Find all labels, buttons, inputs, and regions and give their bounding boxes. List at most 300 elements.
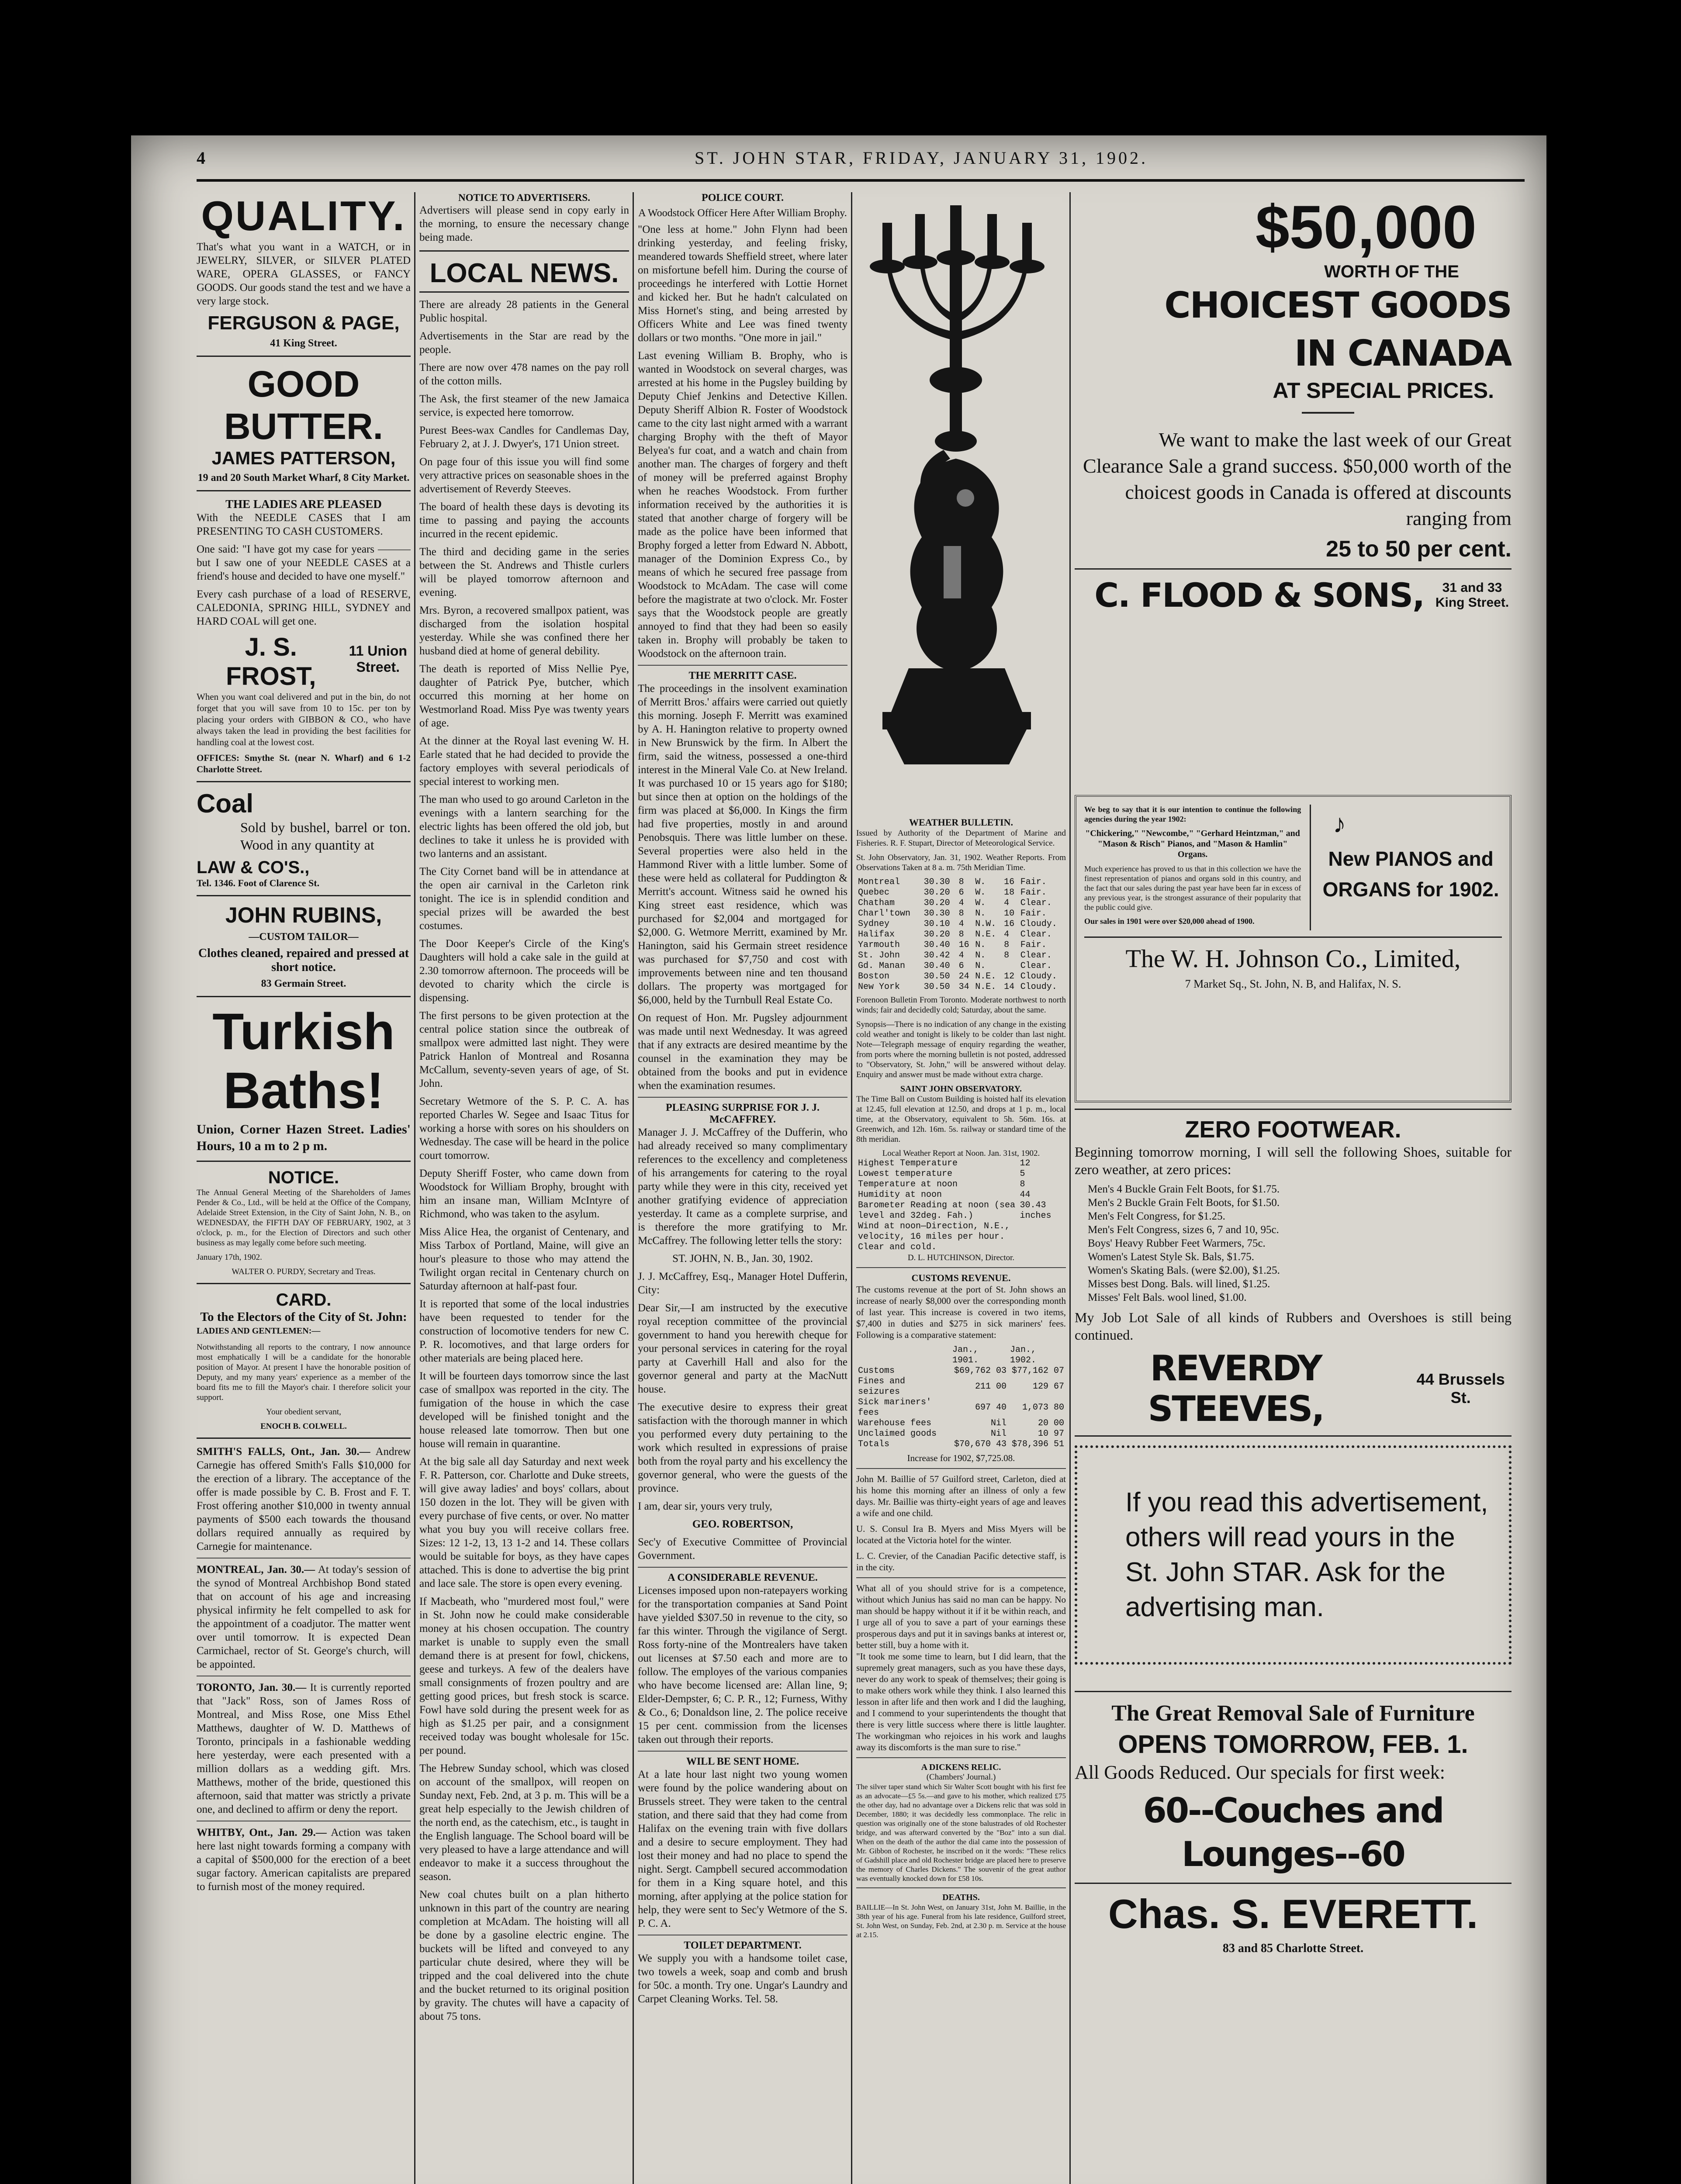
customs-cell: Nil [990,1418,1007,1428]
card-head: CARD. [276,1290,332,1310]
divider [856,1757,1066,1758]
weather-synopsis: Synopsis—There is no indication of any change in the existing cold weather and tonight is likely to be colder than last night. Note—Telegraph message of enquiry regarding the weather, from ports where the morning bulletin is not posted, addressed to "Observatory, St. John," will be answered without delay. Enquiry and answer must be made without extra charge. [856,1020,1066,1079]
masthead [197,148,1525,174]
revenue-body: Licenses imposed upon non-ratepayers working for the transportation companies at Sand Point have yielded $307.50 in revenue to the city, so far this winter. Through the vigilance of Sergt. Ross forty-nine of the Montrealers have taken out licenses at $7.50 each and more are to follow. The employes of the various companies who have become licensed are: Allan line, 9; Elder-Dempster, 6; C. P. R., 12; Furness, Withy & Co., 6; Donaldson line, 2. The police receive 15 per cent. commission from the licenses taken out through their reports. [638,1585,847,1745]
ad-rubins-addr: 83 Germain Street. [261,978,346,989]
local-news-item: New coal chutes built on a plan hitherto unknown in this part of the country are nearing completion at McAdam. The hoisting will all be done by a gasoline electric engine. The buckets will be lifted and conveyed to any particular chute desired, where they will be tripped and the coal delivered into the chute and the bucket returned to its original position by gravity. The chutes will have a capacity of about 75 tons. [419,1889,629,2022]
customs-cell: Warehouse fees [858,1418,932,1428]
ad-furniture-firm: Chas. S. EVERETT. [1108,1891,1478,1937]
ad-rubins-role: —CUSTOM TAILOR— [249,931,359,943]
weather-cell: 16 [1004,877,1015,887]
ad-ladies-body: One said: "I have got my case for years ——— but I saw one of your NEEDLE CASES at a friend's house and decided to have one myself." [197,543,411,582]
notice-advertisers-body: Advertisers will please send in copy early in the morning, to ensure the necessary change being made. [419,204,629,243]
weather-cell: 30.20 [924,930,950,940]
divider [638,1567,847,1568]
weather-cell: Quebec [858,888,890,898]
weather-cell: Montreal [858,877,900,887]
customs-cell: 10 97 [1038,1429,1064,1439]
customs-body: The customs revenue at the port of St. John shows an increase of nearly $8,000 over the corresponding month of last year. This increase is covered in two items, $7,400 in duties and $275 in sick mariners' fees. Following is a comparative statement: [856,1284,1066,1340]
divider [197,490,411,491]
weather-cell: N. [975,950,986,961]
toilet-head: TOILET DEPARTMENT. [684,1940,802,1951]
local-weather-cell: 8 [1020,1179,1025,1189]
weather-row [856,877,1066,888]
local-weather-cell: Humidity at noon [858,1190,942,1200]
ad-baths-head-2: Baths! [223,1062,384,1120]
divider [1075,568,1512,570]
ad-flood-body: We want to make the last week of our Great Clearance Sale a grand success. $50,000 worth of the choicest goods in Canada is offered at discounts ranging from [1083,429,1512,529]
personal-item: John M. Baillie of 57 Guilford street, Carleton, died at his home this morning after an illness of only a few days. Mr. Baillie was thirty-eight years of age and leaves a wife and one child. [856,1474,1066,1518]
local-news-item: It is reported that some of the local industries have been requested to tender for the construction of locomotive tenders for new C. P. R. locomotives, and that large orders for other materials are being placed here. [419,1298,629,1364]
shoe-item: Men's 2 Buckle Grain Felt Boots, for $1.50. [1088,1197,1280,1209]
local-weather-cell: Clear and cold. [858,1242,937,1252]
card-body: Notwithstanding all reports to the contrary, I now announce most emphatically I will be a candidate for the honorable position of Mayor. At present I have the honorable position of Deputy, and my many years' experience as a member of the board fits me to fill the Mayor's chair. I therefore solicit your support. [197,1343,411,1402]
local-weather-cell: 12 [1020,1158,1031,1168]
customs-header-cell: Jan., 1902. [1010,1345,1036,1365]
ad-butter-head: GOOD BUTTER. [224,363,383,447]
merritt-para: On request of Hon. Mr. Pugsley adjournment was made until next Wednesday. It was agreed that if any extracts are desired meantime by the counsel in the examination they may be obtained from the books and put in evidence when the examination resumes. [638,1012,847,1092]
ad-footwear-intro: Beginning tomorrow morning, I will sell the following Shoes, suitable for zero weather, at zero prices: [1075,1144,1512,1177]
local-weather-head: Local Weather Report at Noon. Jan. 31st, 1902. [882,1149,1040,1158]
local-weather-table [856,1158,1066,1253]
column-2 [419,192,629,2184]
letter-date: ST. JOHN, N. B., Jan. 30, 1902. [672,1253,813,1265]
weather-cell: N. [975,940,986,950]
local-weather-row [856,1179,1066,1190]
relic-head: A DICKENS RELIC. [921,1762,1001,1772]
column-5 [1075,192,1512,2184]
ad-flood-firm: C. FLOOD & SONS, [1094,576,1424,615]
divider [1075,1435,1512,1437]
weather-cell: 10 [1004,909,1015,919]
weather-cell: W. [975,877,986,887]
divider [197,895,411,896]
weather-cell: Fair. [1020,877,1047,887]
weather-row [856,888,1066,898]
local-news-item: Purest Bees-wax Candles for Candlemas Day, February 2, at J. J. Dwyer's, 171 Union street. [419,425,629,450]
ad-johnson-addr: 7 Market Sq., St. John, N. B, and Halifax, N. S. [1185,978,1401,990]
weather-cell: 6 [958,888,964,898]
column-rule [633,192,634,2184]
weather-cell: 8 [958,877,964,887]
customs-header-cell [856,1345,951,1366]
ad-furniture-body: All Goods Reduced. Our specials for first week: [1075,1762,1446,1783]
divider [1075,1109,1512,1110]
news-dateline: SMITH'S FALLS, Ont., Jan. 30.— [197,1446,370,1458]
ad-footwear-list [1075,1182,1512,1304]
weather-cell: Sydney [858,919,890,929]
weather-cell: 30.10 [924,919,950,929]
customs-cell: Customs [858,1366,895,1376]
divider [638,665,847,666]
customs-cell: Fines and seizures [858,1376,906,1397]
local-weather-row [856,1169,1066,1179]
relic-source: (Chambers' Journal.) [926,1773,996,1782]
weather-cell: 30.30 [924,877,950,887]
customs-cell: $69,762 03 [954,1366,1007,1376]
weather-row [856,940,1066,950]
ad-flood-range: 25 to 50 per cent. [1326,536,1512,562]
local-news-item: If Macbeath, who "murdered most foul," were in St. John now he could make considerable money at his chosen occupation. The country market is unable to supply even the small demand there is at present for fowl, chickens, geese and turkeys. A few of the dealers have small consignments of frozen poultry and are getting good prices, but fresh stock is scarce. Fowl have sold during the present week for as high as $1.25 per pair, and a consignment received today was bought wholesale for 15c. per pound. [419,1596,629,1756]
letter-body: Dear Sir,—I am instructed by the executive royal reception committee of the provincial government to hand you herewith cheque for your personal services in catering for the royal party at Caverhill Hall and also for the governor general and party at the MacNutt house. [638,1302,847,1395]
customs-increase: Increase for 1902, $7,725.08. [907,1453,1015,1463]
divider [638,1751,847,1752]
weather-cell: Fair. [1020,940,1047,950]
weather-cell: Halifax [858,930,895,940]
divider [197,1283,411,1284]
local-news-list [419,298,629,2023]
divider [197,1558,411,1559]
ad-footwear-job: My Job Lot Sale of all kinds of Rubbers and Overshoes is still being continued. [1075,1310,1512,1343]
ad-coal-body: Sold by bushel, barrel or ton. Wood in any quantity at [240,819,411,853]
divider [856,1267,1066,1268]
ad-johnson-firm: The W. H. Johnson Co., Limited, [1125,944,1461,973]
weather-cell: N.E. [975,930,996,940]
local-news-item: Mrs. Byron, a recovered smallpox patient, was discharged from the isolation hospital yesterday. While she was confined there her husband died at home of general debility. [419,605,629,657]
weather-cell: N. [975,909,986,919]
divider [856,1468,1066,1469]
weather-cell: 30.40 [924,961,950,971]
ad-coal-firm: LAW & CO'S., [197,858,310,877]
weather-row [856,919,1066,930]
ad-johnson-intro: We beg to say that it is our intention to continue the following agencies during the year 1902: [1084,805,1301,823]
ad-flood-amount: $50,000 [1255,193,1477,261]
ad-johnson [1075,795,1512,1102]
column-1 [197,192,411,2184]
local-news-item: Miss Alice Hea, the organist of Centenary, and Miss Tarbox of Portland, Maine, will give an hour's pleasure to those who may attend the Twilight organ recital in Centenary church on Saturday afternoon at half-past four. [419,1226,629,1292]
shoe-item: Women's Latest Style Sk. Bals, $1.75. [1088,1251,1254,1263]
weather-cell: Cloudy. [1020,982,1057,992]
weather-cell: 8 [1004,940,1010,950]
ad-flood-worth: WORTH OF THE [1324,262,1459,281]
weather-cell: 4 [958,919,964,929]
newspaper-page [131,135,1546,2184]
ad-frost-addr: 11 Union Street. [349,643,407,675]
weather-cell: 30.20 [924,898,950,908]
customs-row [856,1397,1066,1418]
ad-flood-canada: IN CANADA [1294,333,1512,374]
customs-cell: $78,396 51 [1011,1439,1064,1449]
ad-ladies-body: Every cash purchase of a load of RESERVE, CALEDONIA, SPRING HILL, SYDNEY and HARD COAL will get one. [197,588,411,627]
weather-head: WEATHER BULLETIN. [909,817,1013,828]
local-weather-cell: 5 [1020,1169,1025,1179]
local-weather-row [856,1158,1066,1169]
letter-to: J. J. McCaffrey, Esq., Manager Hotel Dufferin, City: [638,1271,847,1296]
ad-furniture-addr: 83 and 85 Charlotte Street. [1222,1942,1364,1955]
ad-furniture-head: The Great Removal Sale of Furniture [1111,1701,1475,1726]
weather-cell: 8 [1004,950,1010,961]
shoe-item: Men's Felt Congress, for $1.25. [1088,1210,1225,1222]
divider [197,356,411,357]
page-number: 4 [197,148,208,168]
ad-flood-signoff [1075,576,1512,615]
weather-cell: 30.20 [924,888,950,898]
local-news-item: The Hebrew Sunday school, which was closed on account of the smallpox, will reopen on Sunday next, Feb. 2nd, at 3 p. m. This will be a great help especially to the Jewish children of the north end, as the catechism, etc., is taught in the English language. The School board will be very pleased to have a large attendance and will endeavor to make it a success throughout the season. [419,1762,629,1883]
local-news-item: There are already 28 patients in the General Public hospital. [419,299,629,324]
notice-body: The Annual General Meeting of the Shareholders of James Pender & Co., Ltd., will be held at the Office of the Company, Adelaide Street Extension, in the City of Saint John, N. B., on WEDNESDAY, the FIFTH DAY OF FEBRUARY, 1902, at 3 o'clock, p. m., for the Election of Directors and such other business as may legally come before such meeting. [197,1188,411,1248]
ad-furniture-opens: OPENS TOMORROW, FEB. 1. [1118,1730,1468,1759]
customs-cell: $77,162 07 [1011,1366,1064,1376]
local-news-item: Secretary Wetmore of the S. P. C. A. has reported Charles W. Segee and Isaac Titus for working a horse with sores on his shoulders on Wednesday. The case will be heard in the police court tomorrow. [419,1095,629,1161]
weather-intro: Issued by Authority of the Department of Marine and Fisheries. R. F. Stupart, Director of Meteorological Service. [856,829,1066,848]
news-item [197,1445,411,1553]
customs-head: CUSTOMS REVENUE. [911,1272,1011,1283]
local-news-item: The board of health these days is devoting its time to passing and paying the accounts incurred in the recent epidemic. [419,501,629,540]
weather-cell: 30.40 [924,940,950,950]
news-item [197,1681,411,1816]
customs-table [856,1345,1066,1450]
column-rule [414,192,415,2184]
weather-sign: D. L. HUTCHINSON, Director. [907,1253,1015,1262]
column-rule [1069,192,1071,2184]
shoe-item: Misses' Felt Bals. wool lined, $1.00. [1088,1292,1247,1303]
ad-quality-addr: 41 King Street. [270,338,337,349]
weather-cell: W. [975,888,986,898]
police-para: Last evening William B. Brophy, who is wanted in Woodstock on several charges, was arrested at his home in the Pugsley building by Deputy Chief Jenkins and Detective Killen. Deputy Sheriff Albion R. Foster of Woodstock came to the city last night armed with a warrant charging Brophy with the theft of Mayor Belyea's fur coat, and a watch and chain from another man. The charges of forgery and theft of money will be preferred against Brophy when he reaches Woodstock. From further information received by the authorities it is stated that another charge of forgery will be made as the police have been informed that Brophy forged a letter from Edward N. Abbott, manager of the Dominion Express Co., by means of which he secured free passage from Woodstock to McAdam. The case will come before the magistrate at two o'clock. Mr. Foster says that the Woodstock people are greatly annoyed to find that they had been so easily taken in. Brophy will probably be taken to Woodstock on the afternoon train. [638,350,847,660]
local-weather-cell: 30.43 inches [1020,1200,1051,1221]
weather-cell: Fair. [1020,888,1047,898]
news-item [197,1563,411,1671]
weather-cell: 4 [958,898,964,908]
ad-footwear-firm: REVERDY STEEVES, [1148,1348,1324,1429]
column-3 [638,192,847,2184]
weather-cell: N. [975,961,986,971]
customs-cell: 1,073 80 [1022,1403,1064,1413]
ad-flood-special: AT SPECIAL PRICES. [1273,378,1494,403]
weather-row [856,971,1066,982]
local-weather-row [856,1242,1066,1253]
local-news-item: Deputy Sheriff Foster, who came down from Woodstock for William Brophy, brought with him an insane man, William McIntyre of Richmond, who was taken to the asylum. [419,1168,629,1220]
ad-quality-firm: FERGUSON & PAGE, [208,312,400,334]
card-greet: LADIES AND GENTLEMEN:— [197,1326,321,1336]
local-news-item: The Ask, the first steamer of the new Jamaica service, is expected here tomorrow. [419,393,629,418]
weather-row [856,898,1066,909]
local-weather-cell: Highest Temperature [858,1158,958,1168]
ad-flood [1075,192,1512,795]
candelabra-illustration [856,197,1062,808]
ad-star-box [1075,1445,1512,1665]
ad-ladies-head: THE LADIES ARE PLEASED [225,498,382,511]
notice-date: January 17th, 1902. [197,1253,262,1262]
customs-row [856,1418,1066,1429]
news-dateline: WHITBY, Ont., Jan. 29.— [197,1827,327,1838]
sent-home-body: At a late hour last night two young women were found by the police wandering about on Brussels street. They were taken to the central station, and there said that they had come from Halifax on the evening train with five dollars and a desire to secure employment. They had lost their money and had no place to spend the night. Sergt. Campbell secured accommodation for them in a King square hotel, and this morning, after applying at the police station for help, they were sent to Sec'y Wetmore of the S. P. C. A. [638,1769,847,1929]
weather-cell: 16 [1004,919,1015,929]
customs-cell: Nil [990,1429,1007,1439]
shoe-item: Men's 4 Buckle Grain Felt Boots, for $1.75. [1088,1183,1280,1195]
letter-sign: GEO. ROBERTSON, [692,1518,793,1530]
ad-quality-head: QUALITY. [201,193,406,239]
local-weather-cell: Lowest temperature [858,1169,953,1179]
card-close: Your obedient servant, [266,1407,341,1417]
weather-cell: 8 [958,909,964,919]
ad-baths-head-1: Turkish [212,1003,395,1061]
local-weather-cell [1018,1221,1066,1242]
weather-cell: 4 [1004,898,1010,908]
divider [1302,412,1354,414]
weather-cell: Clear. [1020,898,1052,908]
customs-row [856,1366,1066,1376]
shoe-item: Boys' Heavy Rubber Feet Warmers, 75c. [1088,1237,1266,1249]
ad-coal-tel: Tel. 1346. Foot of Clarence St. [197,878,320,888]
weather-cell: N.W. [975,919,996,929]
customs-row [856,1439,1066,1450]
local-news-item: Advertisements in the Star are read by the people. [419,330,629,356]
ad-rubins-name: JOHN RUBINS, [225,903,382,927]
observatory-head: SAINT JOHN OBSERVATORY. [900,1084,1022,1094]
ad-quality-body: That's what you want in a WATCH, or in JEWELRY, SILVER, or SILVER PLATED WARE, OPERA GLASSES, or FANCY GOODS. Our goods stand the test and we have a very large stock. [197,241,411,307]
weather-cell: 4 [1004,930,1010,940]
weather-cell: 14 [1004,982,1015,992]
weather-cell: 30.50 [924,982,950,992]
local-weather-cell: 44 [1020,1190,1031,1200]
ad-frost-title [197,632,411,691]
music-note-icon: ♪ [1333,809,1346,838]
news-dateline: MONTREAL, Jan. 30.— [197,1564,315,1576]
local-weather-row [856,1190,1066,1200]
divider [197,1161,411,1162]
news-dateline: TORONTO, Jan. 30.— [197,1682,307,1693]
local-news-item: The death is reported of Miss Nellie Pye, daughter of Patrick Pye, butcher, which occurred this morning at her home on Westmorland Road. Miss Pye was twenty years of age. [419,663,629,729]
weather-cell: 8 [958,930,964,940]
local-weather-cell: Wind at noon—Direction, N.E., velocity, 16 miles per hour. [858,1221,1010,1242]
local-news-item: The Door Keeper's Circle of the King's Daughters will hold a cake sale in the guild at 2.30 tomorrow afternoon. The proceeds will be devoted to charity which the circle is dispensing. [419,938,629,1004]
deaths-head: DEATHS. [942,1893,980,1902]
police-court-sub: A Woodstock Officer Here After William Brophy. [638,207,847,219]
ad-johnson-new-text: New PIANOS and ORGANS for 1902. [1322,847,1499,901]
weather-cell: 12 [1004,971,1015,981]
customs-cell: Sick mariners' fees [858,1397,932,1418]
notice-sign: WALTER O. PURDY, Secretary and Treas. [232,1267,376,1276]
ad-baths-body: Union, Corner Hazen Street. Ladies' Hours, 10 a m to 2 p m. [197,1122,411,1153]
personal-item: L. C. Crevier, of the Canadian Pacific detective staff, is in the city. [856,1551,1066,1572]
weather-cell: N.E. [975,982,996,992]
divider [419,250,629,252]
ad-butter-name: JAMES PATTERSON, [211,448,396,468]
divider [1075,1883,1512,1884]
letter-role: Sec'y of Executive Committee of Provincial Government. [638,1536,847,1562]
notice-head: NOTICE. [268,1168,339,1187]
weather-cell: Clear. [1020,950,1052,961]
ad-rubins-body: Clothes cleaned, repaired and pressed at short notice. [198,947,409,974]
letter-body: The executive desire to express their great satisfaction with the thorough manner in which you performed every duty pertaining to the work which resulted in expressions of praise both from the royal party and his excellency the governor general, who were the guests of the province. [638,1401,847,1494]
ad-flood-addr: 31 and 33 King Street. [1435,580,1509,610]
toilet-body: We supply you with a handsome toilet case, two towels a week, soap and comb and brush for 50c. a month. Try one. Ungar's Laundry and Carpet Cleaning Works. Tel. 58. [638,1952,847,2005]
masthead-rule [197,179,1525,182]
local-news-item: There are now over 478 names on the pay roll of the cotton mills. [419,362,629,387]
weather-cell: 4 [958,950,964,961]
card-to: To the Electors of the City of St. John: [200,1310,407,1324]
police-para: "One less at home." John Flynn had been drinking yesterday, and feeling frisky, meandered towards Sheffield street, where later on misfortune befell him. During the course of proceedings he interfered with Lottie Hornet and kicked her. But he hadn't calculated on Miss Hornet's sting, and being arrested by Officers White and Lee was fined twenty dollars or two months. "One more in jail." [638,224,847,344]
weather-cell: 30.50 [924,971,950,981]
customs-cell: Unclaimed goods [858,1429,937,1439]
ad-flood-choice: CHOICEST GOODS [1164,285,1512,326]
observatory-body: The Time Ball on Custom Building is hoisted half its elevation at 12.45, full elevation at 12.50, and drops at 1 p. m., local time, at the Observatory, equivalent to 5h. 56m. 16s. at Greenwich, and 12h. 16m. 5s. railway or standard time of the 8th meridian. [856,1095,1066,1144]
weather-cell: Chatham [858,898,895,908]
divider [638,1097,847,1098]
local-news-item: At the dinner at the Royal last evening W. H. Earle stated that he had decided to provide the factory employes with several periodicals of special interest to working men. [419,735,629,788]
revenue-head: A CONSIDERABLE REVENUE. [668,1572,818,1583]
divider [1075,1691,1512,1692]
ad-johnson-body: Much experience has proved to us that in this collection we have the finest representation of pianos and organs sold in this country, and the fact that our sales during the past year have been far in excess of any previous year, is the strongest assurance of their popularity that the public could give. [1084,864,1301,912]
weather-obs: St. John Observatory, Jan. 31, 1902. Weather Reports. From Observations Taken at 8 a. m. 75th Meridian Time. [856,853,1066,872]
ad-johnson-new [1310,805,1502,930]
local-news-item: It will be fourteen days tomorrow since the last case of smallpox was reported in the city. The fumigation of the house in which the case developed will be finished tonight and the house released late tomorrow. Then but one house will remain in quarantine. [419,1370,629,1450]
customs-cell: $70,670 43 [954,1439,1007,1449]
col4-lower [856,817,1066,1944]
customs-cell: 129 67 [1032,1382,1064,1392]
ad-johnson-agencies: "Chickering," "Newcombe," "Gerhard Heintzman," and "Mason & Risch" Pianos, and "Mason & Hamlin" Organs. [1085,829,1300,859]
ad-star-text: If you read this advertisement, others will read yours in the St. John STAR. Ask for the advertising man. [1125,1487,1488,1622]
weather-cell: 6 [958,961,964,971]
ad-johnson-sales: Our sales in 1901 were over $20,000 ahead of 1900. [1084,917,1255,926]
card-sign: ENOCH B. COLWELL. [260,1422,347,1431]
customs-header-cell: Jan., 1901. [952,1345,979,1365]
weather-cell: W. [975,898,986,908]
weather-cell: 30.42 [924,950,950,961]
local-news-item: On page four of this issue you will find some very attractive prices on seasonable shoes in the advertisement of Reverdy Steeves. [419,456,629,495]
ad-furniture-offer: 60--Couches and Lounges--60 [1143,1791,1443,1874]
weather-cell: 24 [958,971,969,981]
customs-row [856,1429,1066,1439]
weather-cell: 16 [958,940,969,950]
paper-title-date: ST. JOHN STAR, FRIDAY, JANUARY 31, 1902. [695,148,1148,168]
local-weather-row [856,1200,1066,1221]
notice-advertisers-head: NOTICE TO ADVERTISERS. [458,192,590,203]
customs-cell: 20 00 [1038,1418,1064,1428]
ad-frost-offices: OFFICES: Smythe St. (near N. Wharf) and 6 1-2 Charlotte Street. [197,753,411,774]
customs-cell: 211 00 [975,1382,1007,1392]
local-news-item: The City Cornet band will be in attendance at the open air carnival in the Carleton rink tonight. The ice is in splendid condition and special prizes will be awarded the best costumes. [419,866,629,932]
weather-cell: Boston [858,971,890,981]
letter-close: I am, dear sir, yours very truly, [638,1500,772,1512]
weather-cell: Gd. Manan [858,961,906,971]
weather-forecast: Forenoon Bulletin From Toronto. Moderate northwest to north winds; fair and decidedly cold; Saturday, about the same. [856,995,1066,1015]
local-weather-cell: Temperature at noon [858,1179,958,1189]
news-body: Action was taken here last night towards forming a company with a capital of $500,000 for the erection of a beet sugar factory. American capitalists are prepared to furnish most of the money required. [197,1827,411,1893]
weather-cell: New York [858,982,900,992]
weather-table [856,877,1066,992]
local-weather-cell [1018,1242,1066,1253]
shoe-item: Misses best Dong. Bals. will lined, $1.25. [1088,1278,1270,1290]
customs-row [856,1376,1066,1397]
news-body: It is currently reported that "Jack" Ross, son of James Ross of Montreal, and Miss Rose, one Miss Ethel Matthews, daughter of W. D. Matthews of Toronto, principals in a fashionable wedding here yesterday, were each presented with a million dollars as a wedding gift. Mrs. Matthews, mother of the bride, questioned this afternoon, said that matter was strictly a private one, and declined to affirm or deny the report. [197,1682,411,1815]
ad-ladies-body: With the NEEDLE CASES that I am PRESENTING TO CASH CUSTOMERS. [197,512,411,537]
police-court-head: POLICE COURT. [701,192,784,204]
weather-row [856,930,1066,940]
weather-row [856,950,1066,961]
ad-johnson-text [1084,805,1301,930]
deaths-body: BAILLIE—In St. John West, on January 31st, John M. Baillie, in the 38th year of his age. Funeral from his late residence, Guilford street, St. John West, on Sunday, Feb. 2nd, at 2.30 p. m. Service at the house at 2.15. [856,1903,1066,1939]
merritt-head: THE MERRITT CASE. [688,670,797,681]
weather-cell: Clear. [1020,961,1052,971]
divider [856,1887,1066,1888]
ad-footwear-addr: 44 Brussels St. [1416,1370,1505,1406]
weather-cell: Cloudy. [1020,919,1057,929]
weather-cell: 30.30 [924,909,950,919]
weather-cell: Yarmouth [858,940,900,950]
local-news-head: LOCAL NEWS. [419,258,629,293]
customs-header-row [856,1345,1066,1366]
ad-footwear-signoff [1075,1348,1512,1429]
weather-cell: Fair. [1020,909,1047,919]
local-news-item: The first persons to be given protection at the central police station since the outbreak of smallpox were admitted last night. They were Patrick Hanlon of Montreal and Rosanna McCallum, seventy-seven years of age, of St. John. [419,1010,629,1089]
personal-item: U. S. Consul Ira B. Myers and Miss Myers will be located at the Victoria hotel for the winter. [856,1524,1066,1545]
local-weather-cell: Barometer Reading at noon (sea level and 32deg. Fah.) [858,1200,1016,1221]
news-item [197,1826,411,1894]
weather-row [856,909,1066,919]
ad-butter-addr: 19 and 20 South Market Wharf, 8 City Market. [197,472,410,484]
